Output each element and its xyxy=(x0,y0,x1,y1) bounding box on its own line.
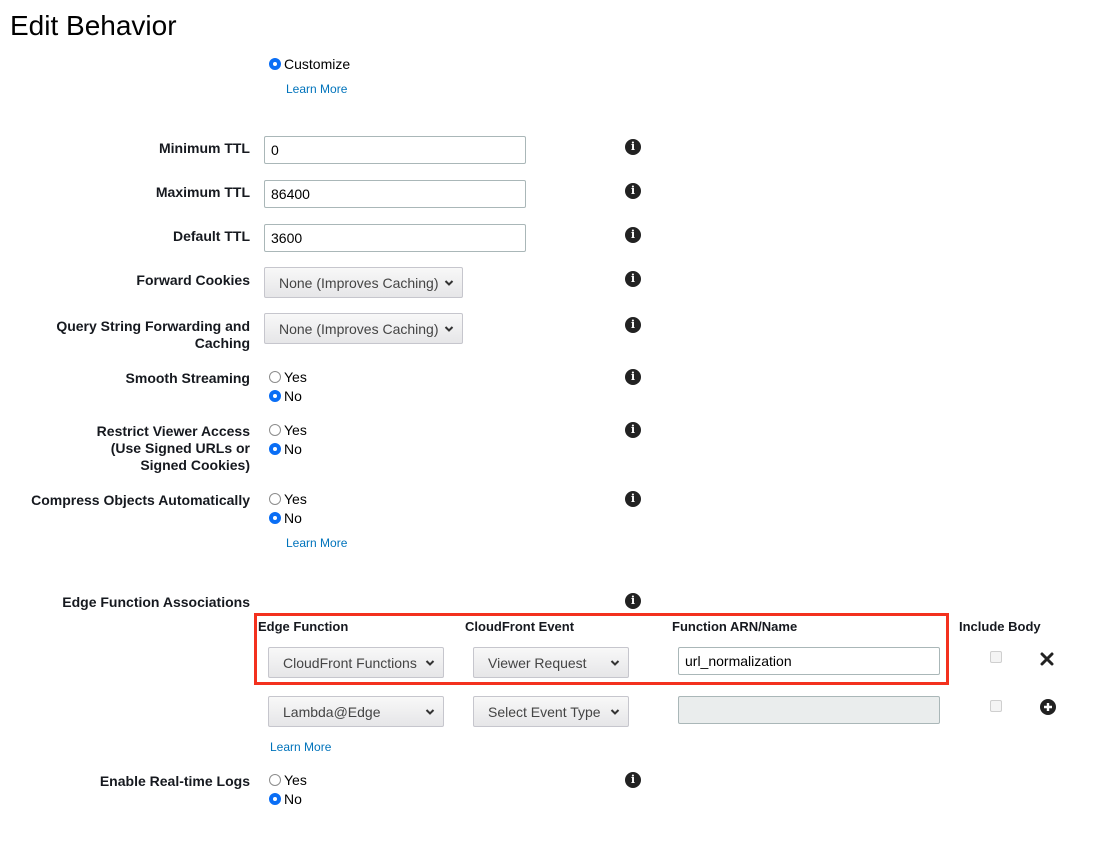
radio-button[interactable] xyxy=(269,774,281,786)
query-string-value: None (Improves Caching) xyxy=(279,320,439,337)
customize-radio-row[interactable] xyxy=(269,55,350,73)
realtime-logs-no[interactable] xyxy=(269,790,302,808)
default-ttl-label: Default TTL xyxy=(173,228,250,244)
customize-radio[interactable] xyxy=(269,58,281,70)
info-icon[interactable]: i xyxy=(625,491,641,507)
radio-button[interactable] xyxy=(269,512,281,524)
info-icon[interactable]: i xyxy=(625,422,641,438)
query-string-select[interactable] xyxy=(264,313,463,344)
radio-label: Yes xyxy=(284,491,307,507)
radio-button[interactable] xyxy=(269,424,281,436)
edge-function-value: CloudFront Functions xyxy=(283,654,417,671)
edge-function-label: Edge Function Associations xyxy=(62,594,250,610)
info-icon[interactable]: i xyxy=(625,593,641,609)
function-arn-input[interactable] xyxy=(678,696,940,724)
include-body-checkbox[interactable] xyxy=(990,700,1002,712)
radio-button[interactable] xyxy=(269,443,281,455)
radio-label: Yes xyxy=(284,369,307,385)
radio-label: Yes xyxy=(284,422,307,438)
radio-label: No xyxy=(284,791,302,807)
cloudfront-event-select[interactable] xyxy=(473,696,629,727)
chevron-down-icon xyxy=(425,658,435,668)
compress-no[interactable] xyxy=(269,509,302,527)
default-ttl-input[interactable] xyxy=(264,224,526,252)
compress-objects-label: Compress Objects Automatically xyxy=(31,492,250,508)
minimum-ttl-label: Minimum TTL xyxy=(159,140,250,156)
include-body-column-header: Include Body xyxy=(959,619,1041,634)
radio-button[interactable] xyxy=(269,793,281,805)
maximum-ttl-input[interactable] xyxy=(264,180,526,208)
restrict-viewer-no[interactable] xyxy=(269,440,302,458)
forward-cookies-label: Forward Cookies xyxy=(136,272,250,288)
radio-label: No xyxy=(284,510,302,526)
info-icon[interactable]: i xyxy=(625,183,641,199)
realtime-logs-yes[interactable] xyxy=(269,771,307,789)
restrict-viewer-yes[interactable] xyxy=(269,421,307,439)
restrict-viewer-label: Restrict Viewer Access (Use Signed URLs or Signed Cookies) xyxy=(96,423,250,473)
maximum-ttl-label: Maximum TTL xyxy=(155,184,250,200)
cloudfront-event-column-header: CloudFront Event xyxy=(465,619,575,634)
edge-function-column-header: Edge Function xyxy=(258,619,349,634)
edge-learn-more-link[interactable]: Learn More xyxy=(270,740,332,754)
customize-label: Customize xyxy=(284,56,351,72)
forward-cookies-select[interactable] xyxy=(264,267,463,298)
radio-label: Yes xyxy=(284,772,307,788)
info-icon[interactable]: i xyxy=(625,139,641,155)
info-icon[interactable]: i xyxy=(625,317,641,333)
cache-learn-more-link[interactable]: Learn More xyxy=(286,82,348,96)
close-icon[interactable] xyxy=(1040,652,1054,666)
smooth-streaming-no[interactable] xyxy=(269,387,302,405)
chevron-down-icon xyxy=(610,707,620,717)
info-icon[interactable]: i xyxy=(625,227,641,243)
radio-label: No xyxy=(284,441,302,457)
function-arn-column-header: Function ARN/Name xyxy=(672,619,798,634)
chevron-down-icon xyxy=(444,278,454,288)
cloudfront-event-value: Select Event Type xyxy=(488,703,601,720)
radio-label: No xyxy=(284,388,302,404)
cloudfront-event-select[interactable] xyxy=(473,647,629,678)
chevron-down-icon xyxy=(444,324,454,334)
smooth-streaming-label: Smooth Streaming xyxy=(125,370,250,386)
edge-function-value: Lambda@Edge xyxy=(283,703,381,720)
edge-function-select[interactable] xyxy=(268,647,444,678)
include-body-checkbox[interactable] xyxy=(990,651,1002,663)
radio-button[interactable] xyxy=(269,371,281,383)
plus-circle-icon[interactable] xyxy=(1040,699,1056,715)
function-arn-input[interactable] xyxy=(678,647,940,675)
radio-button[interactable] xyxy=(269,390,281,402)
compress-yes[interactable] xyxy=(269,490,307,508)
query-string-label: Query String Forwarding and Caching xyxy=(56,318,250,351)
realtime-logs-label: Enable Real-time Logs xyxy=(99,773,250,789)
edge-function-select[interactable] xyxy=(268,696,444,727)
info-icon[interactable]: i xyxy=(625,369,641,385)
info-icon[interactable]: i xyxy=(625,772,641,788)
info-icon[interactable]: i xyxy=(625,271,641,287)
page-title: Edit Behavior xyxy=(10,10,177,41)
cloudfront-event-value: Viewer Request xyxy=(488,654,587,671)
chevron-down-icon xyxy=(610,658,620,668)
forward-cookies-value: None (Improves Caching) xyxy=(279,274,439,291)
minimum-ttl-input[interactable] xyxy=(264,136,526,164)
radio-button[interactable] xyxy=(269,493,281,505)
chevron-down-icon xyxy=(425,707,435,717)
compress-learn-more-link[interactable]: Learn More xyxy=(286,536,348,550)
smooth-streaming-yes[interactable] xyxy=(269,368,307,386)
